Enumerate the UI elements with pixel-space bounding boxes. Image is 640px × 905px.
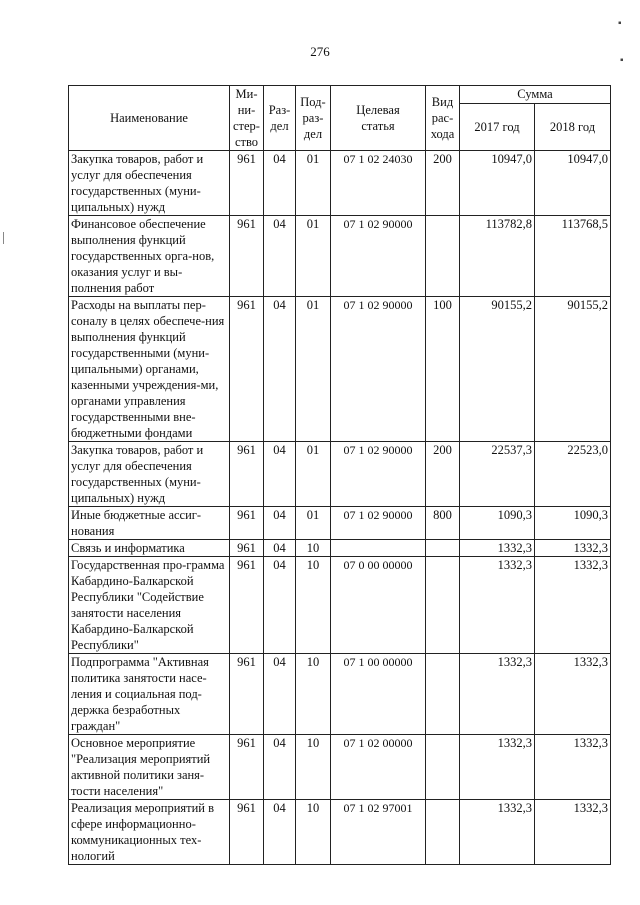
cell-subsection: 01: [296, 151, 331, 216]
cell-subsection: 10: [296, 540, 331, 557]
cell-sum-2017: 1332,3: [460, 654, 535, 735]
cell-name: Подпрограмма "Активная политика занятости насе-ления и социальная под-держка безработных граждан": [69, 654, 230, 735]
cell-ministry: 961: [230, 735, 264, 800]
cell-sum-2017: 1332,3: [460, 540, 535, 557]
cell-target: 07 0 00 00000: [331, 557, 426, 654]
cell-target: 07 1 02 90000: [331, 442, 426, 507]
cell-sum-2018: 1332,3: [535, 735, 611, 800]
cell-expense-type: [426, 557, 460, 654]
cell-section: 04: [264, 735, 296, 800]
cell-section: 04: [264, 557, 296, 654]
cell-section: 04: [264, 442, 296, 507]
cell-subsection: 10: [296, 735, 331, 800]
table-row: [69, 654, 611, 735]
cell-target: 07 1 00 00000: [331, 654, 426, 735]
cell-target: 07 1 02 90000: [331, 297, 426, 442]
cell-name: Расходы на выплаты пер-соналу в целях обеспече-ния выполнения функций государственными (муни-ципальными) органами, казенными учреждения-ми, органами управления государственными вне-бюджетными фондами: [69, 297, 230, 442]
table-row: [69, 151, 611, 216]
col-header-section: Раз- дел: [264, 86, 296, 151]
cell-sum-2017: 1332,3: [460, 557, 535, 654]
col-header-sum: Сумма: [460, 86, 611, 104]
cell-ministry: 961: [230, 442, 264, 507]
cell-sum-2018: 113768,5: [535, 216, 611, 297]
cell-name: Реализация мероприятий в сфере информационно-коммуникационных тех-нологий: [69, 800, 230, 865]
cell-sum-2017: 10947,0: [460, 151, 535, 216]
cell-name: Государственная про-грамма Кабардино-Балкарской Республики "Содействие занятости населения Кабардино-Балкарской Республики": [69, 557, 230, 654]
table-row: [69, 297, 611, 442]
cell-name: Финансовое обеспечение выполнения функций государственных орга-нов, оказания услуг и вы-полнения работ: [69, 216, 230, 297]
cell-sum-2018: 10947,0: [535, 151, 611, 216]
cell-target: 07 1 02 97001: [331, 800, 426, 865]
cell-expense-type: [426, 216, 460, 297]
cell-sum-2017: 22537,3: [460, 442, 535, 507]
cell-subsection: 10: [296, 654, 331, 735]
col-header-name: Наименование: [69, 86, 230, 151]
cell-name: Закупка товаров, работ и услуг для обеспечения государственных (муни-ципальных) нужд: [69, 151, 230, 216]
cell-sum-2018: 1332,3: [535, 654, 611, 735]
cell-ministry: 961: [230, 297, 264, 442]
cell-expense-type: [426, 540, 460, 557]
cell-subsection: 01: [296, 297, 331, 442]
col-header-expense-type: Вид рас- хода: [426, 86, 460, 151]
cell-name: Закупка товаров, работ и услуг для обеспечения государственных (муни-ципальных) нужд: [69, 442, 230, 507]
table-row: [69, 735, 611, 800]
table-row: [69, 507, 611, 540]
cell-target: 07 1 02 00000: [331, 735, 426, 800]
cell-sum-2017: 1090,3: [460, 507, 535, 540]
cell-ministry: 961: [230, 557, 264, 654]
cell-section: 04: [264, 654, 296, 735]
cell-section: 04: [264, 540, 296, 557]
cell-section: 04: [264, 151, 296, 216]
cell-ministry: 961: [230, 800, 264, 865]
cell-ministry: 961: [230, 151, 264, 216]
cell-sum-2018: 1332,3: [535, 800, 611, 865]
table-row: [69, 540, 611, 557]
col-header-target: Целевая статья: [331, 86, 426, 151]
cell-expense-type: [426, 654, 460, 735]
scan-mark: ▪: [618, 18, 622, 29]
table-row: [69, 557, 611, 654]
cell-expense-type: 100: [426, 297, 460, 442]
cell-ministry: 961: [230, 216, 264, 297]
table-row: [69, 800, 611, 865]
table-row: [69, 216, 611, 297]
cell-subsection: 01: [296, 442, 331, 507]
col-header-ministry: Ми- ни- стер- ство: [230, 86, 264, 151]
cell-section: 04: [264, 800, 296, 865]
col-header-2018: 2018 год: [535, 103, 611, 150]
cell-expense-type: [426, 800, 460, 865]
scan-artifact: [3, 232, 4, 244]
col-header-2017: 2017 год: [460, 103, 535, 150]
cell-ministry: 961: [230, 540, 264, 557]
cell-section: 04: [264, 507, 296, 540]
cell-ministry: 961: [230, 507, 264, 540]
table-row: [69, 442, 611, 507]
cell-sum-2018: 1332,3: [535, 557, 611, 654]
cell-expense-type: 800: [426, 507, 460, 540]
cell-sum-2017: 90155,2: [460, 297, 535, 442]
cell-sum-2018: 90155,2: [535, 297, 611, 442]
cell-subsection: 01: [296, 216, 331, 297]
cell-section: 04: [264, 216, 296, 297]
cell-target: 07 1 02 90000: [331, 216, 426, 297]
cell-sum-2018: 1332,3: [535, 540, 611, 557]
cell-sum-2017: 1332,3: [460, 800, 535, 865]
page-number: 276: [310, 44, 330, 59]
cell-sum-2018: 22523,0: [535, 442, 611, 507]
cell-ministry: 961: [230, 654, 264, 735]
col-header-subsection: Под- раз- дел: [296, 86, 331, 151]
cell-target: 07 1 02 24030: [331, 151, 426, 216]
cell-section: 04: [264, 297, 296, 442]
cell-expense-type: [426, 735, 460, 800]
cell-sum-2017: 1332,3: [460, 735, 535, 800]
cell-sum-2018: 1090,3: [535, 507, 611, 540]
cell-name: Иные бюджетные ассиг-нования: [69, 507, 230, 540]
cell-subsection: 10: [296, 800, 331, 865]
budget-table: [68, 85, 611, 865]
cell-name: Связь и информатика: [69, 540, 230, 557]
scan-mark: ▪: [620, 55, 624, 66]
cell-subsection: 01: [296, 507, 331, 540]
cell-expense-type: 200: [426, 442, 460, 507]
cell-target: 07 1 02 90000: [331, 507, 426, 540]
cell-subsection: 10: [296, 557, 331, 654]
cell-name: Основное мероприятие "Реализация мероприятий активной политики заня-тости населения": [69, 735, 230, 800]
cell-sum-2017: 113782,8: [460, 216, 535, 297]
cell-expense-type: 200: [426, 151, 460, 216]
cell-target: [331, 540, 426, 557]
